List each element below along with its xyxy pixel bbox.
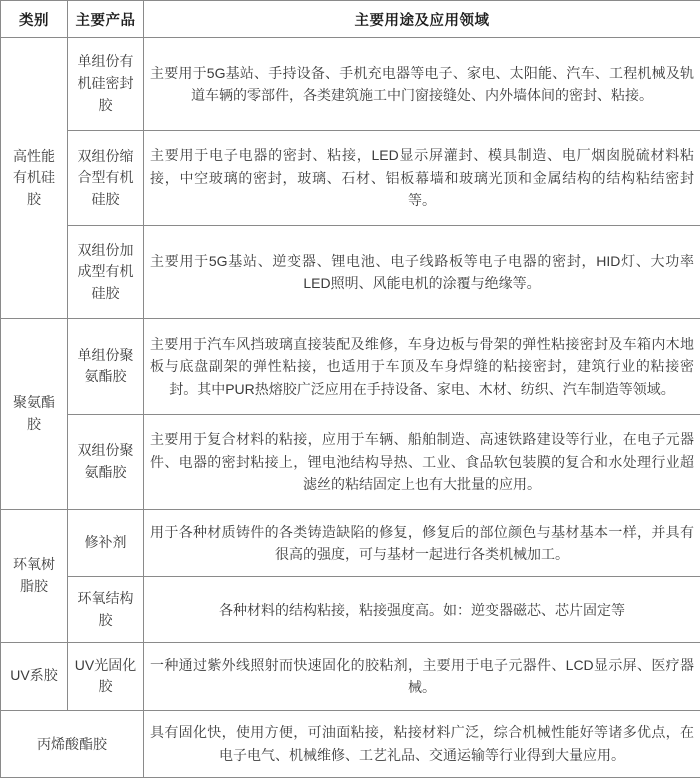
column-header-category: 类别 (1, 1, 68, 38)
cell-usage (144, 319, 700, 414)
table-row (1, 130, 700, 225)
cell-category: 环氧树脂胶 (1, 510, 68, 643)
cell-product: 单组份有机硅密封胶 (68, 38, 144, 131)
table-row (1, 38, 700, 131)
cell-usage (144, 577, 700, 643)
cell-product: 单组份聚氨酯胶 (68, 319, 144, 414)
cell-category: UV系胶 (1, 643, 68, 710)
usage-text: 各种材料的结构粘接，粘接强度高。如：逆变器磁芯、芯片固定等 (219, 601, 625, 618)
usage-text: 用于各种材质铸件的各类铸造缺陷的修复，修复后的部位颜色与基材基本一样，并具有很高的强度，可与基材一起进行各类机械加工。 (150, 523, 694, 563)
cell-usage (144, 38, 700, 131)
usage-text: 具有固化快，使用方便，可油面粘接，粘接材料广泛，综合机械性能好等诸多优点，在电子电气、机械维修、工艺礼品、交通运输等行业得到大量应用。 (150, 724, 694, 763)
usage-text: 主要用于5G基站、逆变器、锂电池、电子线路板等电子电器的密封，HID灯、大功率LED照明、风能电机的涂覆与绝缘等。 (150, 252, 694, 292)
cell-usage (144, 510, 700, 577)
table-row (1, 226, 700, 319)
cell-usage (144, 130, 700, 225)
cell-usage (144, 226, 700, 319)
usage-text: 一种通过紫外线照射而快速固化的胶粘剂，主要用于电子元器件、LCD显示屏、医疗器械。 (150, 656, 694, 696)
cell-usage (144, 414, 700, 509)
table-row (1, 319, 700, 414)
table-row (1, 577, 700, 643)
column-header-product: 主要产品 (68, 1, 144, 38)
cell-product: 双组份聚氨酯胶 (68, 414, 144, 509)
usage-text: 主要用于电子电器的密封、粘接，LED显示屏灌封、模具制造、电厂烟囱脱硫材料粘接，中空玻璃的密封，玻璃、石材、铝板幕墙和玻璃光顶和金属结构的结构粘结密封等。 (150, 147, 694, 209)
usage-text: 主要用于5G基站、手持设备、手机充电器等电子、家电、太阳能、汽车、工程机械及轨道车辆的零部件，各类建筑施工中门窗接缝处、内外墙体间的密封、粘接。 (150, 64, 694, 103)
cell-product: 双组份加成型有机硅胶 (68, 226, 144, 319)
cell-category: 聚氨酯胶 (1, 319, 68, 510)
cell-product: UV光固化胶 (68, 643, 144, 710)
table-header-row (1, 1, 700, 38)
cell-usage (144, 643, 700, 710)
cell-usage (144, 710, 700, 777)
table-row (1, 414, 700, 509)
cell-category-merged: 丙烯酸酯胶 (1, 710, 144, 777)
table-row (1, 643, 700, 710)
cell-category: 高性能有机硅胶 (1, 38, 68, 319)
cell-product: 双组份缩合型有机硅胶 (68, 130, 144, 225)
cell-product: 环氧结构胶 (68, 577, 144, 643)
column-header-usage: 主要用途及应用领域 (144, 1, 700, 38)
table-body (1, 38, 700, 778)
usage-text: 主要用于汽车风挡玻璃直接装配及维修，车身边板与骨架的弹性粘接密封及车箱内木地板与底盘副架的弹性粘接，也适用于车顶及车身焊缝的粘接密封，建筑行业的粘接密封。其中PUR热熔胶广泛应用在手持设备、家电、木材、纺织、汽车制造等领域。 (150, 335, 694, 397)
usage-text: 主要用于复合材料的粘接，应用于车辆、船舶制造、高速铁路建设等行业，在电子元器件、电器的密封粘接上，锂电池结构导热、工业、食品软包装膜的复合和水处理行业超滤丝的粘结固定上也有大批量的应用。 (150, 431, 694, 493)
table-row (1, 710, 700, 777)
table-header (1, 1, 700, 38)
table-row (1, 510, 700, 577)
cell-product: 修补剂 (68, 510, 144, 577)
